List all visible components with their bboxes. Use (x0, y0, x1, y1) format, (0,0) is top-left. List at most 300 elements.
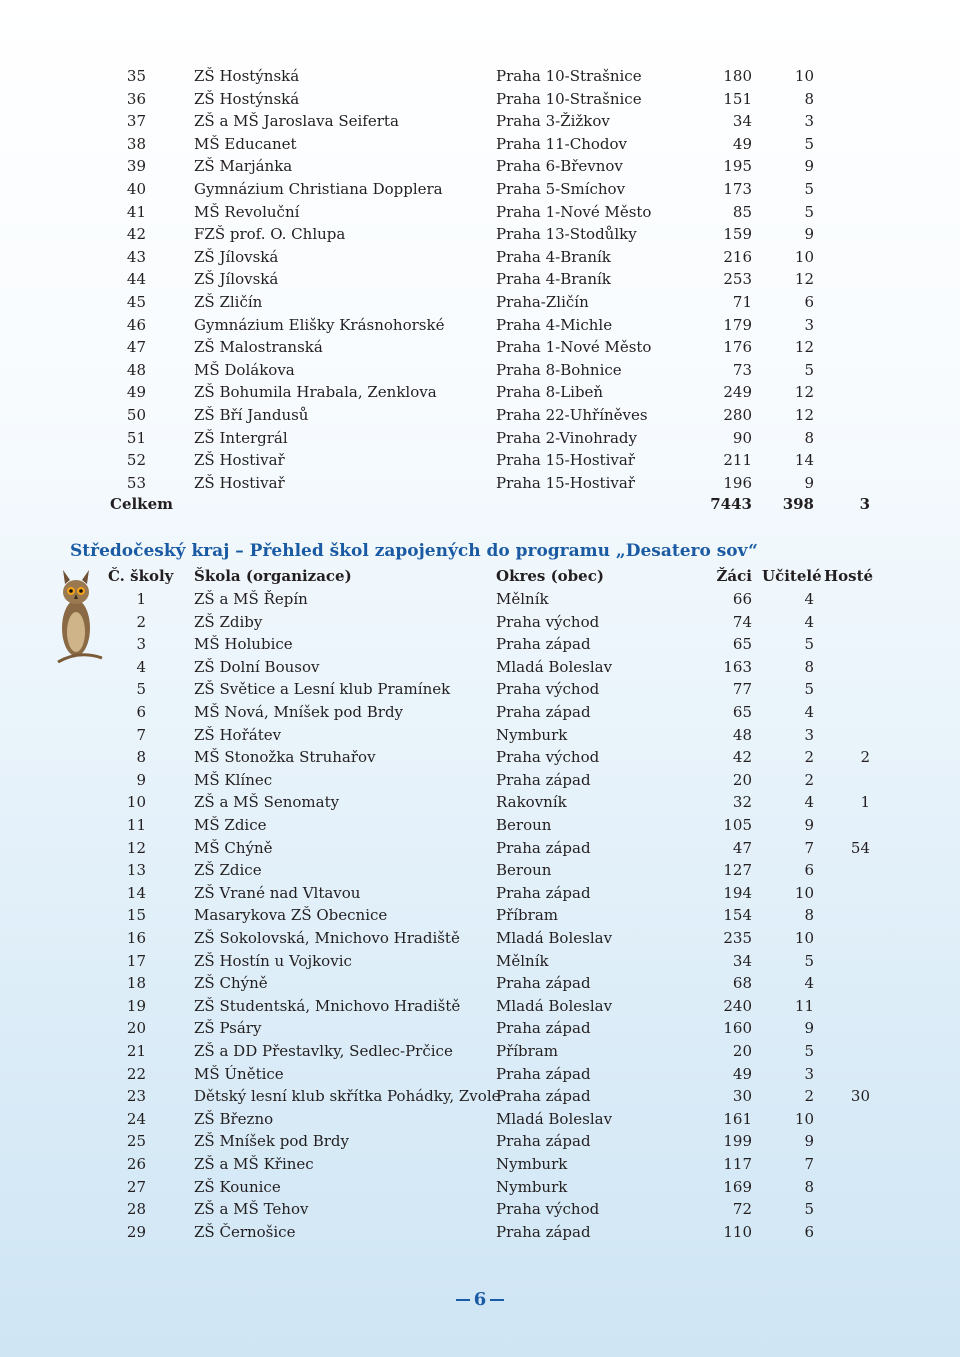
pupils: 32 (732, 793, 752, 812)
district: Praha 4-Braník (496, 270, 611, 289)
teachers: 12 (794, 270, 814, 289)
district: Mladá Boleslav (496, 1109, 613, 1128)
table-row (0, 449, 960, 471)
school-name: ZŠ a DD Přestavlky, Sedlec-Prčice (194, 1042, 453, 1060)
school-number: 53 (126, 473, 146, 492)
school-number: 43 (126, 247, 146, 266)
district: Praha 10-Strašnice (496, 67, 642, 85)
school-number: 7 (136, 725, 146, 744)
pupils: 163 (723, 657, 752, 676)
table-row (0, 927, 960, 949)
district: Praha západ (496, 1087, 591, 1106)
district: Praha 6-Břevnov (496, 157, 623, 176)
section-header-row (0, 565, 960, 587)
district: Praha 15-Hostivař (496, 451, 635, 470)
school-name: ZŠ Hostín u Vojkovic (194, 951, 352, 970)
school-number: 15 (126, 906, 146, 925)
teachers: 6 (804, 1222, 814, 1241)
district: Rakovník (496, 793, 567, 812)
table-row (0, 201, 960, 223)
teachers: 9 (804, 473, 814, 492)
page-number-dash-left (456, 1299, 470, 1301)
school-name: ZŠ Jílovská (194, 247, 279, 266)
table-row (0, 837, 960, 859)
school-number: 37 (126, 112, 146, 131)
district: Praha 1-Nové Město (496, 338, 652, 357)
school-name: MŠ Klínec (194, 770, 273, 789)
pupils: 72 (732, 1200, 752, 1219)
table-row (0, 1176, 960, 1198)
district: Praha 4-Braník (496, 247, 611, 266)
district: Praha 5-Smíchov (496, 180, 626, 198)
table-row (0, 359, 960, 381)
school-name: ZŠ Mníšek pod Brdy (194, 1132, 349, 1151)
school-number: 44 (126, 270, 146, 289)
teachers: 6 (804, 861, 814, 880)
school-number: 11 (126, 816, 146, 834)
school-number: 40 (126, 180, 146, 198)
school-name: ZŠ Zdiby (194, 612, 263, 631)
teachers: 2 (804, 748, 814, 767)
page-number-dash-right (490, 1299, 504, 1301)
teachers: 9 (804, 1019, 814, 1038)
table-row (0, 178, 960, 200)
pupils: 65 (732, 703, 752, 721)
teachers: 5 (804, 951, 814, 970)
pupils: 71 (732, 293, 752, 311)
pupils: 216 (723, 247, 752, 266)
pupils: 195 (723, 157, 752, 176)
teachers: 5 (804, 180, 814, 198)
teachers: 5 (804, 1042, 814, 1060)
district: Praha 4-Michle (496, 315, 613, 334)
district: Praha východ (496, 748, 600, 767)
school-name: MŠ Stonožka Struhařov (194, 748, 376, 767)
school-name: ZŠ Malostranská (194, 338, 323, 357)
header-school: Škola (organizace) (194, 567, 352, 585)
pupils: 20 (732, 1042, 752, 1060)
pupils: 211 (723, 451, 752, 470)
guests: 2 (860, 748, 870, 767)
pupils: 42 (732, 748, 752, 767)
pupils: 249 (723, 383, 752, 402)
table-row (0, 246, 960, 268)
pupils: 117 (723, 1155, 752, 1173)
school-name: MŠ Revoluční (194, 202, 300, 221)
table-row (0, 1040, 960, 1062)
school-number: 38 (126, 134, 146, 153)
school-name: ZŠ a MŠ Jaroslava Seiferta (194, 112, 399, 131)
school-number: 41 (126, 202, 146, 221)
district: Mladá Boleslav (496, 996, 613, 1015)
header-school-number: Č. školy (108, 567, 174, 585)
header-teachers: Učitelé (762, 567, 822, 585)
pupils: 73 (732, 360, 752, 379)
pupils: 179 (723, 315, 752, 334)
pupils: 105 (723, 816, 752, 834)
district: Příbram (496, 906, 558, 925)
table-row (0, 791, 960, 813)
table-row (0, 88, 960, 110)
school-number: 18 (126, 974, 146, 993)
table-row (0, 882, 960, 904)
table-row (0, 1221, 960, 1243)
teachers: 5 (804, 134, 814, 153)
pupils: 199 (723, 1132, 752, 1151)
school-number: 13 (126, 861, 146, 880)
table-row (0, 972, 960, 994)
school-number: 21 (126, 1042, 146, 1060)
table-row (0, 133, 960, 155)
table-row (0, 588, 960, 610)
school-name: ZŠ Jílovská (194, 270, 279, 289)
total-row (0, 493, 960, 515)
page-number (0, 1289, 960, 1310)
school-name: ZŠ Zličín (194, 293, 263, 311)
total-label: Celkem (110, 495, 173, 513)
teachers: 9 (804, 157, 814, 176)
school-name: ZŠ Sokolovská, Mnichovo Hradiště (194, 929, 460, 947)
table-row (0, 1130, 960, 1152)
table-row (0, 746, 960, 768)
school-number: 50 (126, 406, 146, 424)
district: Mladá Boleslav (496, 929, 613, 947)
teachers: 5 (804, 360, 814, 379)
pupils: 49 (732, 134, 752, 153)
table-row (0, 1153, 960, 1175)
table-row (0, 950, 960, 972)
school-name: ZŠ Dolní Bousov (194, 657, 320, 676)
pupils: 34 (732, 951, 752, 970)
teachers: 7 (804, 838, 814, 857)
school-number: 5 (136, 680, 146, 699)
school-name: ZŠ Studentská, Mnichovo Hradiště (194, 996, 461, 1015)
teachers: 6 (804, 293, 814, 311)
school-name: ZŠ a MŠ Tehov (194, 1200, 309, 1219)
district: Nymburk (496, 1155, 568, 1173)
pupils: 176 (723, 338, 752, 357)
table-row (0, 155, 960, 177)
school-number: 45 (126, 293, 146, 311)
teachers: 7 (804, 1155, 814, 1173)
table-row (0, 769, 960, 791)
district: Praha 10-Strašnice (496, 89, 642, 108)
table-row (0, 381, 960, 403)
pupils: 65 (732, 635, 752, 654)
school-number: 28 (126, 1200, 146, 1219)
teachers: 5 (804, 635, 814, 654)
district: Praha 8-Libeň (496, 383, 604, 402)
school-name: MŠ Educanet (194, 134, 297, 153)
school-number: 9 (136, 770, 146, 789)
school-name: ZŠ Intergrál (194, 428, 288, 447)
pupils: 253 (723, 270, 752, 289)
pupils: 34 (732, 112, 752, 131)
teachers: 4 (804, 974, 814, 993)
teachers: 8 (804, 657, 814, 676)
table-row (0, 1017, 960, 1039)
school-number: 36 (126, 89, 146, 108)
school-number: 26 (126, 1155, 146, 1173)
district: Praha 3-Žižkov (496, 112, 610, 131)
teachers: 2 (804, 1087, 814, 1106)
school-name: MŠ Holubice (194, 635, 293, 654)
pupils: 48 (732, 725, 752, 744)
total-guests: 3 (859, 495, 870, 513)
pupils: 30 (732, 1087, 752, 1106)
school-name: MŠ Nová, Mníšek pod Brdy (194, 703, 404, 721)
school-number: 14 (126, 883, 146, 902)
teachers: 2 (804, 770, 814, 789)
school-name: ZŠ Vrané nad Vltavou (194, 883, 361, 902)
school-number: 42 (126, 225, 146, 244)
district: Praha 8-Bohnice (496, 360, 622, 379)
table-row (0, 814, 960, 836)
district: Beroun (496, 816, 552, 834)
table-row (0, 472, 960, 494)
school-name: ZŠ Kounice (194, 1177, 281, 1196)
school-name: ZŠ Marjánka (194, 157, 293, 176)
teachers: 3 (804, 315, 814, 334)
teachers: 10 (794, 247, 814, 266)
school-number: 23 (126, 1087, 146, 1106)
school-number: 49 (126, 383, 146, 402)
school-name: ZŠ Hostýnská (194, 67, 300, 85)
school-number: 19 (126, 996, 146, 1015)
table-row (0, 223, 960, 245)
school-name: ZŠ Světice a Lesní klub Pramínek (194, 680, 451, 699)
table-row (0, 1198, 960, 1220)
table-row (0, 1108, 960, 1130)
school-number: 3 (136, 635, 146, 654)
page-number-value: 6 (473, 1289, 487, 1310)
pupils: 85 (732, 202, 752, 221)
table-row (0, 427, 960, 449)
table-row (0, 656, 960, 678)
school-name: Dětský lesní klub skřítka Pohádky, Zvole (194, 1087, 501, 1106)
school-name: Gymnázium Elišky Krásnohorské (194, 315, 445, 334)
school-name: ZŠ Hostivař (194, 473, 285, 492)
pupils: 235 (723, 929, 752, 947)
teachers: 11 (794, 996, 814, 1015)
pupils: 90 (732, 428, 752, 447)
pupils: 66 (732, 590, 752, 608)
pupils: 154 (723, 906, 752, 925)
pupils: 49 (732, 1064, 752, 1083)
guests: 1 (860, 793, 870, 812)
teachers: 12 (794, 383, 814, 402)
teachers: 4 (804, 590, 814, 608)
table-row (0, 268, 960, 290)
table-row (0, 314, 960, 336)
school-number: 46 (126, 315, 146, 334)
school-name: ZŠ Hostivař (194, 451, 285, 470)
pupils: 161 (723, 1109, 752, 1128)
district: Beroun (496, 861, 552, 880)
school-number: 35 (126, 67, 146, 85)
school-number: 4 (136, 657, 146, 676)
school-number: 6 (136, 703, 146, 721)
pupils: 280 (723, 406, 752, 424)
district: Praha 13-Stodůlky (496, 225, 637, 244)
school-name: Masarykova ZŠ Obecnice (194, 906, 388, 925)
pupils: 180 (723, 67, 752, 85)
teachers: 10 (794, 883, 814, 902)
teachers: 10 (794, 1109, 814, 1128)
district: Praha západ (496, 974, 591, 993)
district: Praha západ (496, 770, 591, 789)
pupils: 196 (723, 473, 752, 492)
teachers: 8 (804, 1177, 814, 1196)
school-number: 1 (136, 590, 146, 608)
table-row (0, 724, 960, 746)
school-number: 17 (126, 951, 146, 970)
pupils: 240 (723, 996, 752, 1015)
school-number: 52 (126, 451, 146, 470)
teachers: 5 (804, 680, 814, 699)
school-number: 39 (126, 157, 146, 176)
school-number: 16 (126, 929, 146, 947)
district: Příbram (496, 1042, 558, 1060)
school-name: ZŠ a MŠ Křinec (194, 1155, 314, 1173)
table-row (0, 336, 960, 358)
school-name: Gymnázium Christiana Dopplera (194, 180, 443, 198)
total-pupils: 7443 (710, 495, 752, 513)
teachers: 4 (804, 612, 814, 631)
district: Praha západ (496, 1019, 591, 1038)
teachers: 8 (804, 906, 814, 925)
district: Praha východ (496, 680, 600, 699)
district: Praha západ (496, 635, 591, 654)
school-name: ZŠ Černošice (194, 1222, 296, 1241)
teachers: 14 (794, 451, 814, 470)
table-row (0, 633, 960, 655)
teachers: 5 (804, 1200, 814, 1219)
school-name: FZŠ prof. O. Chlupa (194, 225, 346, 244)
district: Praha západ (496, 838, 591, 857)
district: Nymburk (496, 1177, 568, 1196)
school-number: 22 (126, 1064, 146, 1083)
district: Praha 22-Uhříněves (496, 406, 648, 424)
teachers: 4 (804, 703, 814, 721)
school-number: 2 (136, 612, 146, 631)
school-name: ZŠ Psáry (194, 1019, 262, 1038)
school-name: ZŠ Hořátev (194, 725, 282, 744)
pupils: 47 (732, 838, 752, 857)
district: Praha 15-Hostivař (496, 473, 635, 492)
district: Praha 2-Vinohrady (496, 428, 638, 447)
table-row (0, 701, 960, 723)
table-row (0, 995, 960, 1017)
header-district: Okres (obec) (496, 567, 604, 585)
school-name: ZŠ Zdice (194, 861, 262, 880)
district: Mělník (496, 590, 549, 608)
table-row (0, 291, 960, 313)
school-number: 27 (126, 1177, 146, 1196)
table-row (0, 404, 960, 426)
teachers: 10 (794, 67, 814, 85)
district: Praha 1-Nové Město (496, 202, 652, 221)
table-row (0, 859, 960, 881)
school-number: 51 (126, 428, 146, 447)
teachers: 10 (794, 929, 814, 947)
school-name: ZŠ a MŠ Senomaty (194, 793, 340, 812)
school-name: ZŠ Bří Jandusů (194, 406, 309, 424)
school-number: 12 (126, 838, 146, 857)
teachers: 9 (804, 816, 814, 834)
district: Nymburk (496, 725, 568, 744)
table-row (0, 904, 960, 926)
table-row (0, 611, 960, 633)
school-name: MŠ Dolákova (194, 360, 295, 379)
guests: 30 (850, 1087, 870, 1106)
section-heading: Středočeský kraj – Přehled škol zapojených do programu „Desatero sov“ (70, 541, 758, 561)
teachers: 9 (804, 225, 814, 244)
school-number: 8 (136, 748, 146, 767)
teachers: 3 (804, 725, 814, 744)
table-row (0, 110, 960, 132)
teachers: 5 (804, 202, 814, 221)
district: Praha východ (496, 612, 600, 631)
school-name: MŠ Chýně (194, 838, 273, 857)
school-name: ZŠ Hostýnská (194, 89, 300, 108)
school-number: 20 (126, 1019, 146, 1038)
pupils: 110 (723, 1222, 752, 1241)
teachers: 3 (804, 112, 814, 131)
school-name: ZŠ Bohumila Hrabala, Zenklova (194, 383, 437, 402)
table-row (0, 678, 960, 700)
school-name: ZŠ Chýně (194, 974, 268, 993)
teachers: 4 (804, 793, 814, 812)
district: Mladá Boleslav (496, 657, 613, 676)
school-number: 48 (126, 360, 146, 379)
teachers: 12 (794, 338, 814, 357)
teachers: 8 (804, 428, 814, 447)
pupils: 160 (723, 1019, 752, 1038)
total-teachers: 398 (782, 495, 814, 513)
district: Praha západ (496, 1132, 591, 1151)
table-row (0, 1063, 960, 1085)
district: Praha západ (496, 703, 591, 721)
school-number: 24 (126, 1109, 146, 1128)
pupils: 151 (723, 89, 752, 108)
pupils: 169 (723, 1177, 752, 1196)
teachers: 12 (794, 406, 814, 424)
school-number: 10 (126, 793, 146, 812)
school-number: 29 (126, 1222, 146, 1241)
pupils: 194 (723, 883, 752, 902)
header-guests: Hosté (824, 567, 874, 585)
district: Praha západ (496, 1222, 591, 1241)
guests: 54 (850, 838, 870, 857)
teachers: 3 (804, 1064, 814, 1083)
table-row (0, 65, 960, 87)
pupils: 74 (732, 612, 752, 631)
pupils: 68 (732, 974, 752, 993)
district: Mělník (496, 951, 549, 970)
teachers: 9 (804, 1132, 814, 1151)
pupils: 173 (723, 180, 752, 198)
table-row (0, 1085, 960, 1107)
district: Praha 11-Chodov (496, 134, 628, 153)
school-name: MŠ Únětice (194, 1064, 284, 1083)
pupils: 20 (732, 770, 752, 789)
header-pupils: Žáci (716, 567, 752, 585)
pupils: 159 (723, 225, 752, 244)
pupils: 77 (732, 680, 752, 699)
school-name: MŠ Zdice (194, 816, 267, 834)
school-name: ZŠ a MŠ Řepín (194, 590, 308, 608)
